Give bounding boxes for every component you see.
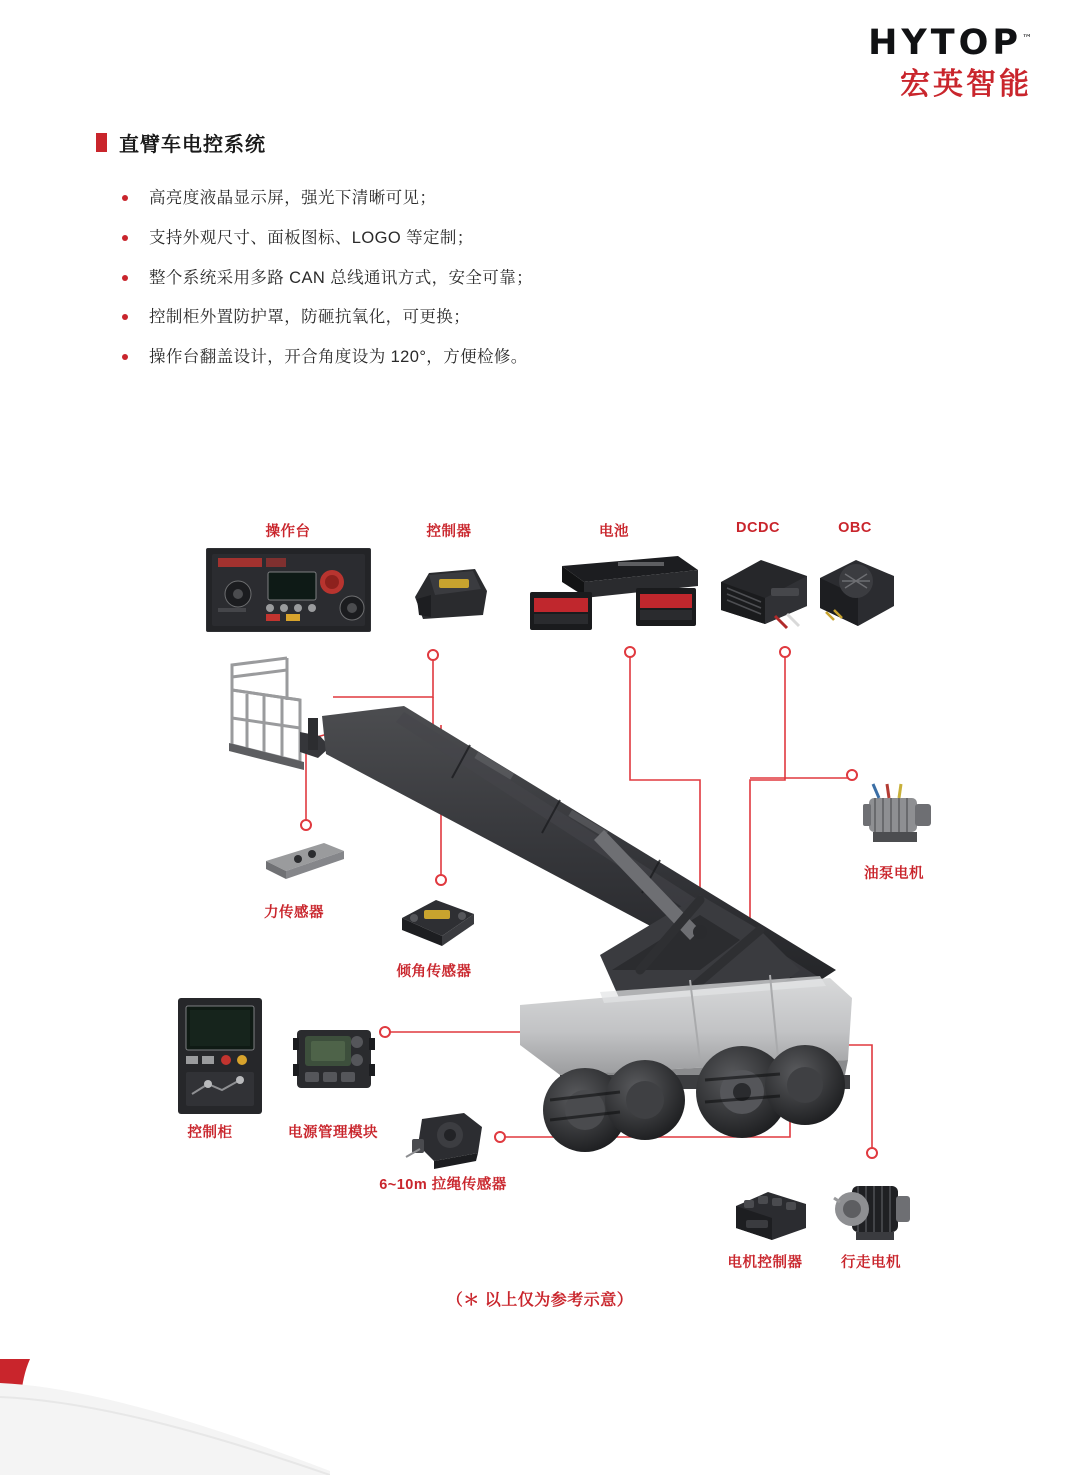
caption-rope-sensor: 6~10m 拉绳传感器: [379, 1177, 507, 1193]
heading-marker-icon: [96, 133, 107, 152]
diagram-footnote: （＊ 以上仅为参考示意）: [446, 1292, 634, 1309]
list-item: [118, 186, 838, 211]
bullet-dot-icon: [122, 195, 128, 201]
part-image-power-management-module: [291, 1020, 377, 1102]
system-diagram: [0, 500, 1080, 1330]
list-item-label: 高亮度液晶显示屏，强光下清晰可见；: [149, 189, 437, 207]
caption-power-management-module: 电源管理模块: [288, 1125, 378, 1141]
caption-obc: OBC: [838, 520, 872, 536]
part-image-console: [206, 548, 371, 632]
part-image-force-sensor: [262, 835, 348, 885]
list-item-label: 控制柜外置防护罩，防砸抗氧化，可更换；: [149, 308, 471, 327]
bullet-dot-icon: [122, 235, 128, 241]
caption-force-sensor: 力传感器: [264, 905, 324, 921]
brand-logo-word: [868, 23, 1032, 63]
bullet-dot-icon: [122, 275, 128, 281]
part-image-control-cabinet: [178, 998, 262, 1114]
caption-console: 操作台: [265, 524, 311, 540]
part-image-obc: [812, 548, 900, 634]
list-item: [118, 305, 838, 330]
brand-trademark-symbol: ™: [1022, 33, 1032, 45]
brand-logo-chinese: 宏英智能: [900, 68, 1032, 101]
part-image-tilt-sensor: [396, 890, 480, 952]
caption-travel-motor: 行走电机: [841, 1255, 901, 1271]
caption-dcdc: DCDC: [736, 520, 780, 536]
part-image-travel-motor: [832, 1172, 916, 1248]
bullet-dot-icon: [122, 314, 128, 320]
page-corner-decoration: [0, 1275, 330, 1475]
part-image-rope-sensor: [404, 1105, 498, 1173]
list-item-label: 整个系统采用多路 CAN 总线通讯方式，安全可靠；: [149, 268, 534, 287]
part-image-motor-controller: [728, 1184, 814, 1246]
part-image-oil-pump-motor: [855, 780, 947, 858]
part-image-battery: [528, 548, 704, 634]
caption-tilt-sensor: 倾角传感器: [396, 964, 472, 980]
feature-list: [118, 186, 838, 385]
caption-oil-pump-motor: 油泵电机: [864, 866, 924, 882]
caption-battery: 电池: [599, 524, 629, 540]
list-item: [118, 345, 838, 370]
caption-controller: 控制器: [426, 524, 472, 540]
caption-motor-controller: 电机控制器: [727, 1255, 803, 1271]
list-item-label: 支持外观尺寸、面板图标、LOGO 等定制；: [149, 228, 474, 247]
bullet-dot-icon: [122, 354, 128, 360]
section-heading: [96, 128, 266, 157]
caption-control-cabinet: 控制柜: [187, 1125, 233, 1141]
part-image-controller: [409, 555, 491, 627]
list-item-label: 操作台翻盖设计，开合角度设为 120°，方便检修。: [149, 348, 528, 366]
page-title: 直臂车电控系统: [119, 134, 266, 156]
list-item: [118, 266, 838, 291]
brand-logo-word-text: HYTOP: [868, 23, 1022, 63]
list-item: [118, 226, 838, 251]
brand-logo: [868, 23, 1032, 101]
part-image-dcdc: [715, 548, 811, 632]
